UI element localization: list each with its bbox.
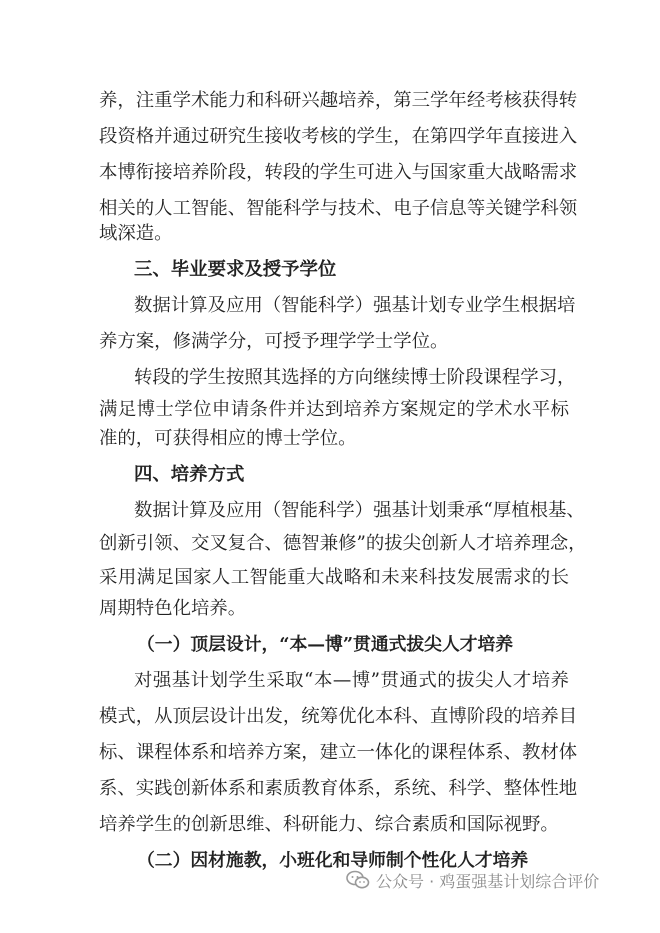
paragraph-line: 本博衔接培养阶段，转段的学生可进入与国家重大战略需求 (99, 162, 578, 183)
section-heading-graduation: 三、毕业要求及授予学位 (134, 259, 337, 280)
paragraph-line: 养方案，修满学分，可授予理学学士学位。 (99, 331, 449, 352)
paragraph-line: 满足博士学位申请条件并达到培养方案规定的学术水平标 (99, 399, 569, 420)
section-heading-training: 四、培养方式 (134, 464, 245, 485)
paragraph-line: 准的，可获得相应的博士学位。 (99, 428, 357, 449)
paragraph-line: 段资格并通过研究生接收考核的学生，在第四学年直接进入 (99, 126, 578, 147)
paragraph-line: 相关的人工智能、智能科学与技术、电子信息等关键学科领 (99, 198, 578, 219)
paragraph-line: 创新引领、交叉复合、德智兼修”的拔尖创新人才培养理念， (99, 533, 587, 554)
paragraph-line: 培养学生的创新思维、科研能力、综合素质和国际视野。 (99, 814, 559, 835)
watermark-text: 公众号 · 鸡蛋强基计划综合评价 (376, 871, 600, 891)
paragraph-line: 系、实践创新体系和素质教育体系，系统、科学、整体性地 (99, 778, 578, 799)
paragraph-line: 标、课程体系和培养方案，建立一体化的课程体系、教材体 (99, 742, 578, 763)
paragraph-line: 数据计算及应用（智能科学）强基计划秉承“厚植根基、 (134, 500, 585, 521)
subsection-heading-individualized: （二）因材施教，小班化和导师制个性化人才培养 (137, 850, 529, 871)
paragraph-line: 养，注重学术能力和科研兴趣培养，第三学年经考核获得转 (99, 90, 578, 111)
subsection-heading-top-level-design: （一）顶层设计，“本—博”贯通式拔尖人才培养 (137, 634, 514, 655)
paragraph-line: 转段的学生按照其选择的方向继续博士阶段课程学习， (134, 367, 576, 388)
watermark (346, 868, 599, 892)
paragraph-line: 周期特色化培养。 (99, 598, 247, 619)
paragraph-line: 数据计算及应用（智能科学）强基计划专业学生根据培 (134, 295, 576, 316)
wechat-icon (346, 870, 370, 890)
paragraph-line: 模式，从顶层设计出发，统筹优化本科、直博阶段的培养目 (99, 706, 578, 727)
paragraph-line: 域深造。 (99, 223, 173, 244)
paragraph-line: 采用满足国家人工智能重大战略和未来科技发展需求的长 (99, 567, 569, 588)
paragraph-line: 对强基计划学生采取“本—博”贯通式的拔尖人才培养 (134, 670, 569, 691)
